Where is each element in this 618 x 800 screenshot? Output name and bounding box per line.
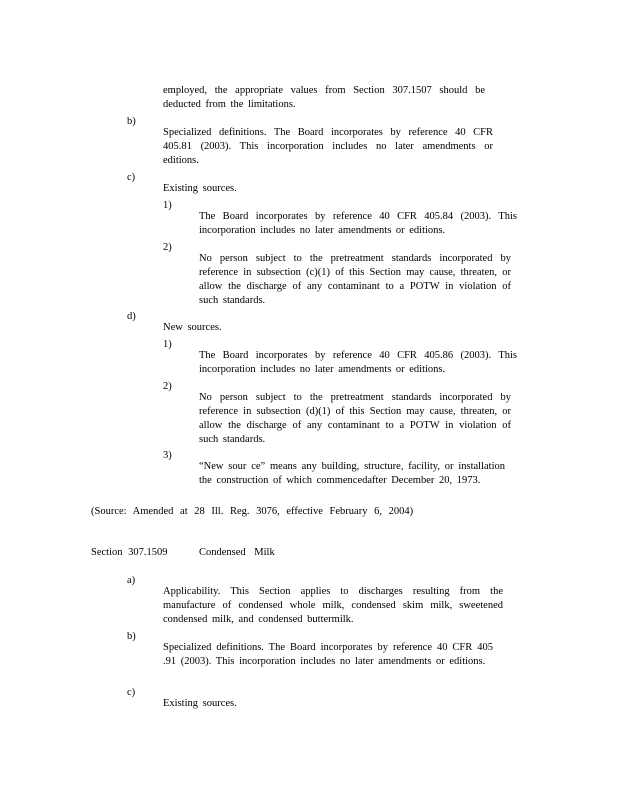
subsection-d3-text: “New sour ce” means any building, structure, facility, or installation the construction of which commencedafter December 20, 1973. xyxy=(199,460,505,486)
subsection-d1-text: The Board incorporates by reference 40 CFR 405.86 (2003). This incorporation includes no later amendments or editions. xyxy=(199,349,517,375)
subsection-a-text: Applicability. This Section applies to discharges resulting from the manufacture of condensed whole milk, condensed skim milk, sweetened condensed milk, and condensed buttermilk. xyxy=(163,585,503,625)
subsection-d3-label: 3) xyxy=(163,450,172,461)
subsection-c2-text: No person subject to the pretreatment standards incorporated by reference in subsection (c)(1) of this Section may cause, threaten, or allow the discharge of any contaminant to a POTW in violation of such standards. xyxy=(199,252,511,306)
subsection-b-text: Specialized definitions. The Board incorporates by reference 40 CFR 405 .91 (2003). This incorporation includes no later amendments or editions. xyxy=(163,641,493,667)
subsection-b-text: Specialized definitions. The Board incorporates by reference 40 CFR 405.81 (2003). This incorporation includes no later amendments or editions. xyxy=(163,126,493,166)
subsection-d-heading: New sources. xyxy=(163,321,222,333)
subsection-c-label: c) xyxy=(127,687,136,698)
subsection-c1-text: The Board incorporates by reference 40 CFR 405.84 (2003). This incorporation includes no later amendments or editions. xyxy=(199,210,517,236)
section-number: Section 307.1509 xyxy=(91,547,168,558)
section-title: Condensed Milk xyxy=(199,547,275,558)
subsection-c-heading: Existing sources. xyxy=(163,697,237,709)
subsection-d-label: d) xyxy=(127,311,136,322)
subsection-c-heading: Existing sources. xyxy=(163,182,237,194)
subsection-a-label: a) xyxy=(127,575,136,586)
source-note: (Source: Amended at 28 Ill. Reg. 3076, effective February 6, 2004) xyxy=(91,506,414,517)
subsection-d1-label: 1) xyxy=(163,339,172,350)
continuation-paragraph: employed, the appropriate values from Section 307.1507 should be deducted from the limitations. xyxy=(163,84,485,110)
subsection-d2-text: No person subject to the pretreatment standards incorporated by reference in subsection (d)(1) of this Section may cause, threaten, or allow the discharge of any contaminant to a POTW in violation of such standards. xyxy=(199,391,511,445)
subsection-d2-label: 2) xyxy=(163,381,172,392)
subsection-c2-label: 2) xyxy=(163,242,172,253)
subsection-b-label: b) xyxy=(127,116,136,127)
subsection-c1-label: 1) xyxy=(163,200,172,211)
subsection-c-label: c) xyxy=(127,172,136,183)
subsection-b-label: b) xyxy=(127,631,136,642)
